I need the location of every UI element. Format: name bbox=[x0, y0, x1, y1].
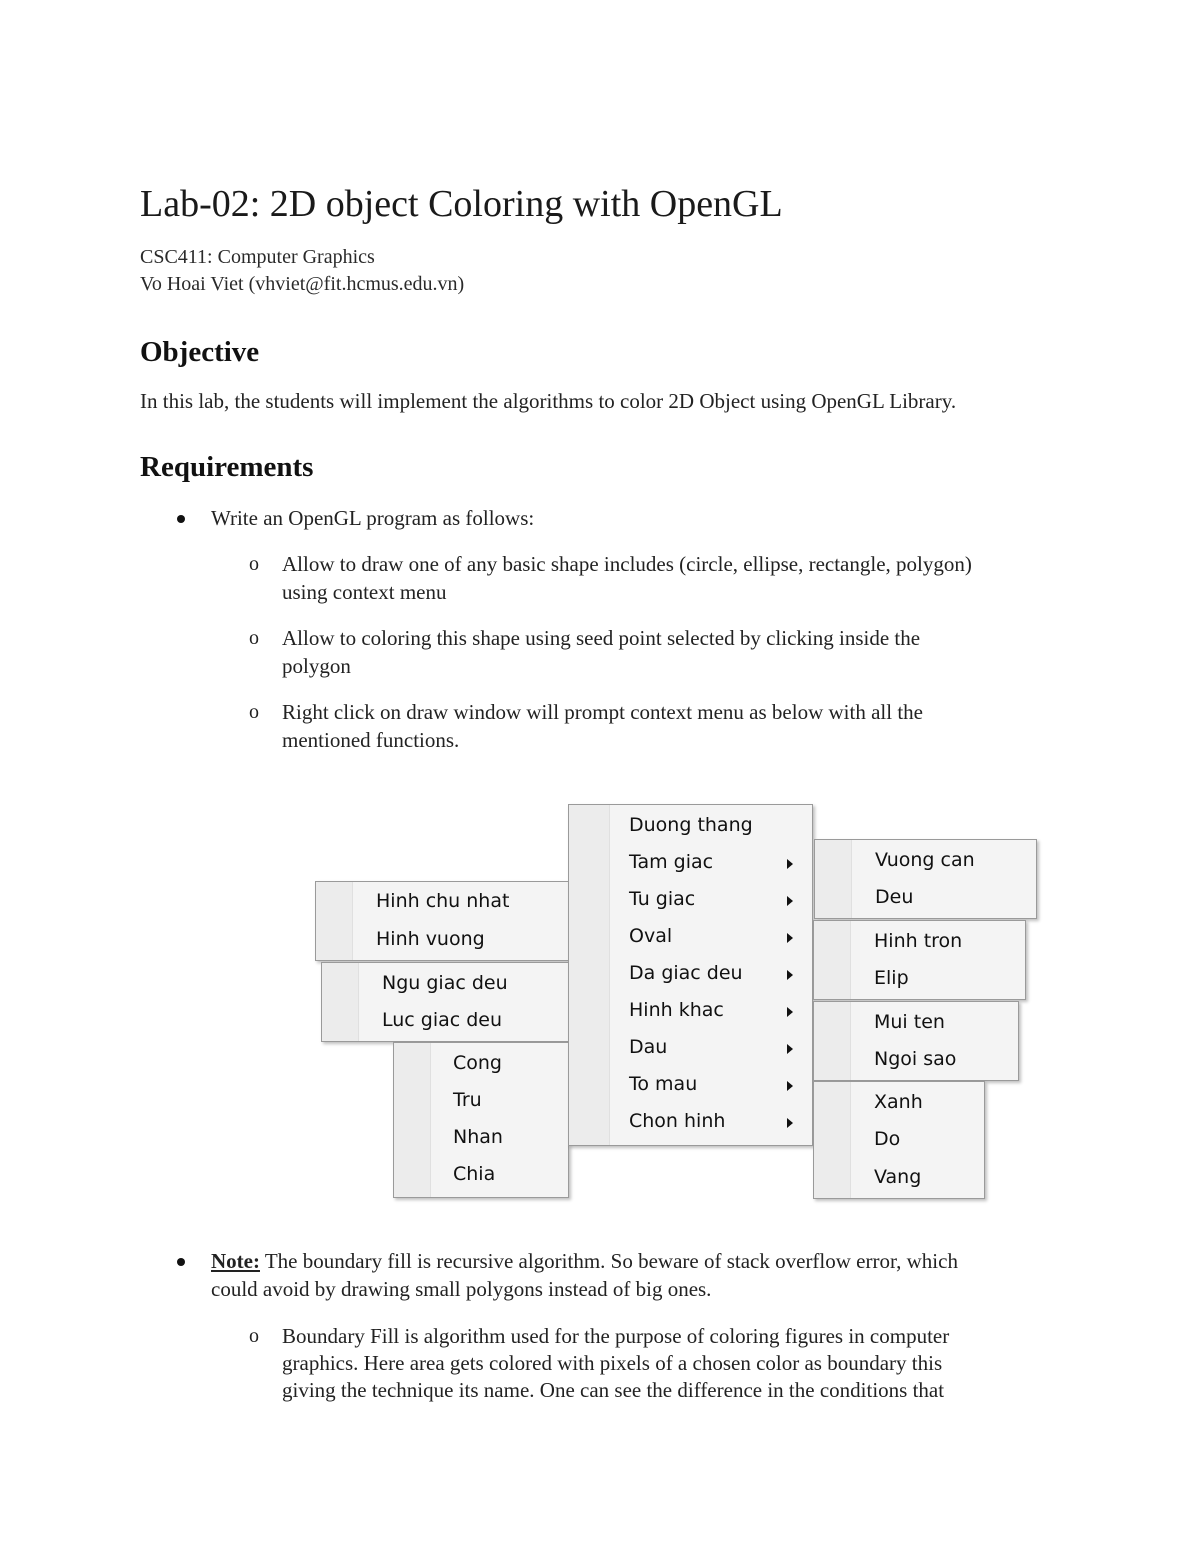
menu-gutter bbox=[316, 882, 353, 960]
bullet-marker bbox=[177, 1258, 185, 1266]
submenu-dau bbox=[393, 1042, 569, 1198]
sub-bullet-text-cont: polygon bbox=[282, 654, 351, 678]
menu-gutter bbox=[814, 1082, 851, 1198]
menu-item-deu[interactable]: Deu bbox=[875, 886, 914, 908]
bullet-marker bbox=[177, 515, 185, 523]
menu-item-oval[interactable]: Oval bbox=[629, 925, 673, 947]
submenu-arrow-icon bbox=[787, 1044, 793, 1054]
submenu-arrow-icon bbox=[787, 896, 793, 906]
submenu-tam-giac bbox=[814, 839, 1037, 919]
menu-gutter bbox=[815, 840, 852, 918]
menu-item-elip[interactable]: Elip bbox=[874, 967, 909, 989]
author-line: Vo Hoai Viet (vhviet@fit.hcmus.edu.vn) bbox=[140, 273, 465, 295]
submenu-da-giac-deu bbox=[321, 962, 569, 1042]
sub-bullet-text-cont: mentioned functions. bbox=[282, 728, 460, 752]
sub-bullet-text: Allow to draw one of any basic shape includes (circle, ellipse, rectangle, polygon) bbox=[282, 552, 972, 576]
submenu-arrow-icon bbox=[787, 1007, 793, 1017]
menu-item-dau[interactable]: Dau bbox=[629, 1036, 668, 1058]
menu-item-duong-thang[interactable]: Duong thang bbox=[629, 814, 753, 836]
sub-bullet-marker: o bbox=[249, 627, 259, 649]
menu-gutter bbox=[394, 1043, 431, 1197]
submenu-hinh-khac bbox=[813, 1001, 1019, 1081]
sub-bullet-marker: o bbox=[249, 701, 259, 723]
menu-gutter bbox=[569, 805, 610, 1145]
menu-item-chia[interactable]: Chia bbox=[453, 1163, 496, 1185]
sub-bullet-marker: o bbox=[249, 553, 259, 575]
menu-item-hinh-chu-nhat[interactable]: Hinh chu nhat bbox=[376, 890, 510, 912]
menu-item-tam-giac[interactable]: Tam giac bbox=[629, 851, 714, 873]
main-context-menu bbox=[568, 804, 813, 1146]
menu-item-luc-giac-deu[interactable]: Luc giac deu bbox=[382, 1009, 503, 1031]
sub-bullet-text: Boundary Fill is algorithm used for the purpose of coloring figures in computer bbox=[282, 1324, 950, 1348]
menu-item-tru[interactable]: Tru bbox=[453, 1089, 482, 1111]
submenu-arrow-icon bbox=[787, 1118, 793, 1128]
sub-bullet-text: Allow to coloring this shape using seed point selected by clicking inside the bbox=[282, 626, 921, 650]
menu-item-cong[interactable]: Cong bbox=[453, 1052, 502, 1074]
note-line bbox=[211, 1249, 958, 1274]
sub-bullet-text-cont: graphics. Here area gets colored with pixels of a chosen color as boundary this bbox=[282, 1351, 943, 1375]
menu-item-nhan[interactable]: Nhan bbox=[453, 1126, 503, 1148]
note-text-cont: could avoid by drawing small polygons instead of big ones. bbox=[211, 1277, 712, 1301]
submenu-tu-giac bbox=[315, 881, 569, 961]
sub-bullet-text-cont: giving the technique its name. One can see the difference in the conditions that bbox=[282, 1378, 945, 1402]
sub-bullet-marker: o bbox=[249, 1325, 259, 1347]
menu-gutter bbox=[322, 963, 359, 1041]
submenu-oval bbox=[813, 920, 1026, 1000]
menu-item-da-giac-deu[interactable]: Da giac deu bbox=[629, 962, 743, 984]
menu-item-do[interactable]: Do bbox=[874, 1128, 901, 1150]
submenu-arrow-icon bbox=[787, 859, 793, 869]
submenu-to-mau bbox=[813, 1081, 985, 1199]
requirements-heading: Requirements bbox=[140, 451, 314, 483]
sub-bullet-text: Right click on draw window will prompt context menu as below with all the bbox=[282, 700, 923, 724]
menu-gutter bbox=[814, 1002, 851, 1080]
menu-item-chon-hinh[interactable]: Chon hinh bbox=[629, 1110, 726, 1132]
menu-item-mui-ten[interactable]: Mui ten bbox=[874, 1011, 945, 1033]
menu-item-ngu-giac-deu[interactable]: Ngu giac deu bbox=[382, 972, 508, 994]
menu-item-hinh-vuong[interactable]: Hinh vuong bbox=[376, 928, 485, 950]
note-text: The boundary fill is recursive algorithm. So beware of stack overflow error, which bbox=[259, 1249, 958, 1273]
menu-item-hinh-tron[interactable]: Hinh tron bbox=[874, 930, 963, 952]
submenu-arrow-icon bbox=[787, 970, 793, 980]
submenu-arrow-icon bbox=[787, 1081, 793, 1091]
note-label: Note: bbox=[211, 1249, 260, 1273]
submenu-arrow-icon bbox=[787, 933, 793, 943]
menu-item-vuong-can[interactable]: Vuong can bbox=[875, 849, 975, 871]
menu-item-to-mau[interactable]: To mau bbox=[629, 1073, 698, 1095]
menu-gutter bbox=[814, 921, 851, 999]
sub-bullet-text-cont: using context menu bbox=[282, 580, 447, 604]
objective-heading: Objective bbox=[140, 336, 260, 368]
page-title: Lab-02: 2D object Coloring with OpenGL bbox=[140, 183, 783, 225]
menu-item-hinh-khac[interactable]: Hinh khac bbox=[629, 999, 724, 1021]
course-name: CSC411: Computer Graphics bbox=[140, 246, 375, 268]
bullet-text: Write an OpenGL program as follows: bbox=[211, 506, 535, 530]
objective-text: In this lab, the students will implement the algorithms to color 2D Object using OpenGL Library. bbox=[140, 389, 957, 413]
menu-item-xanh[interactable]: Xanh bbox=[874, 1091, 923, 1113]
menu-item-vang[interactable]: Vang bbox=[874, 1166, 922, 1188]
menu-item-ngoi-sao[interactable]: Ngoi sao bbox=[874, 1048, 957, 1070]
menu-item-tu-giac[interactable]: Tu giac bbox=[629, 888, 696, 910]
